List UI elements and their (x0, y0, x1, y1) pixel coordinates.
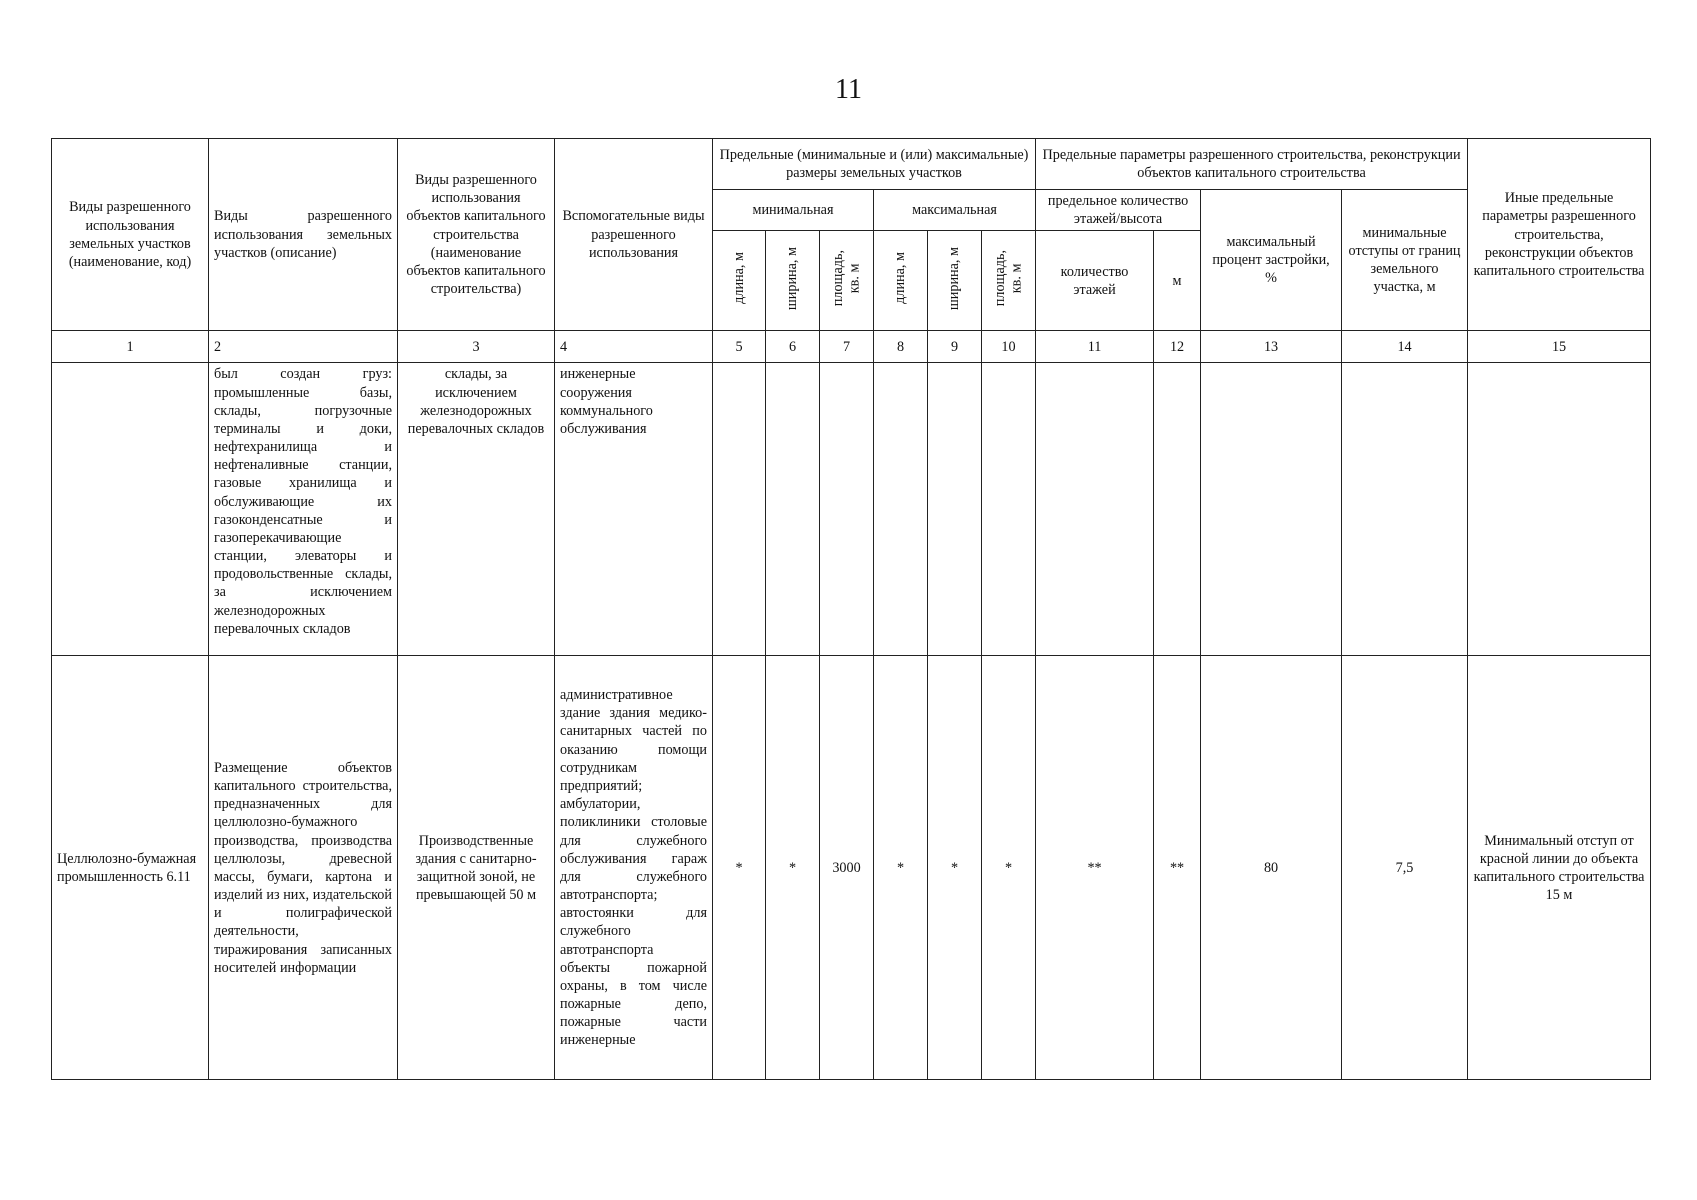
column-number: 5 (713, 331, 766, 363)
capital-construction-cell: склады, за исключением железнодорожных перевалочных складов (398, 363, 555, 656)
land-use-regulations-table (51, 138, 1651, 1080)
min-width-cell (766, 363, 820, 656)
max-area-cell (982, 363, 1036, 656)
column-number: 10 (982, 331, 1036, 363)
min-width-cell: * (766, 656, 820, 1080)
table-row (52, 363, 1651, 656)
column-number: 1 (52, 331, 209, 363)
table-row (52, 656, 1651, 1080)
column-number: 3 (398, 331, 555, 363)
header-maximal: максимальная (874, 190, 1036, 231)
header-max-area: площадь, кв. м (992, 250, 1025, 307)
max-length-cell (874, 363, 928, 656)
header-capital-construction-types: Виды разрешенного использования объектов капитального строительства (наименование объектов капитального строительства) (398, 139, 555, 331)
min-length-cell (713, 363, 766, 656)
column-number: 13 (1201, 331, 1342, 363)
header-row-1 (52, 139, 1651, 190)
header-auxiliary-uses: Вспомогательные виды разрешенного использования (555, 139, 713, 331)
header-land-use-name: Виды разрешенного использования земельных участков (наименование, код) (52, 139, 209, 331)
max-area-cell: * (982, 656, 1036, 1080)
land-use-description-cell: был создан груз: промышленные базы, склады, погрузочные терминалы и доки, нефтехранилища и нефтеналивные станции, газовые хранилища и обслуживающие их газоконденсатные и газоперекачивающие станции, элеваторы и продовольственные склады, за исключением железнодорожных перевалочных складов (209, 363, 398, 656)
land-use-name-cell (52, 363, 209, 656)
max-building-percent-cell (1201, 363, 1342, 656)
column-number: 8 (874, 331, 928, 363)
column-number: 15 (1468, 331, 1651, 363)
min-setbacks-cell: 7,5 (1342, 656, 1468, 1080)
header-min-area: площадь, кв. м (830, 250, 863, 307)
floors-count-cell (1036, 363, 1154, 656)
column-number: 12 (1154, 331, 1201, 363)
column-number: 11 (1036, 331, 1154, 363)
other-parameters-cell (1468, 363, 1651, 656)
header-max-building-percent: максимальный процент застройки, % (1201, 190, 1342, 331)
column-number: 4 (555, 331, 713, 363)
header-min-width: ширина, м (784, 246, 801, 310)
column-number: 6 (766, 331, 820, 363)
capital-construction-cell: Производственные здания с санитарно-защитной зоной, не превышающей 50 м (398, 656, 555, 1080)
column-number: 7 (820, 331, 874, 363)
max-length-cell: * (874, 656, 928, 1080)
column-number: 9 (928, 331, 982, 363)
header-min-setbacks: минимальные отступы от границ земельного участка, м (1342, 190, 1468, 331)
max-width-cell (928, 363, 982, 656)
header-floors-count: количество этажей (1036, 231, 1154, 331)
header-min-length: длина, м (730, 252, 747, 305)
header-minimal: минимальная (713, 190, 874, 231)
other-parameters-cell: Минимальный отступ от красной линии до объекта капитального строительства 15 м (1468, 656, 1651, 1080)
max-building-percent-cell: 80 (1201, 656, 1342, 1080)
min-length-cell: * (713, 656, 766, 1080)
header-other-parameters: Иные предельные параметры разрешенного строительства, реконструкции объектов капитального строительства (1468, 139, 1651, 331)
max-width-cell: * (928, 656, 982, 1080)
header-construction-parameters: Предельные параметры разрешенного строительства, реконструкции объектов капитального строительства (1036, 139, 1468, 190)
auxiliary-uses-cell: инженерные сооружения коммунального обслуживания (555, 363, 713, 656)
column-number: 14 (1342, 331, 1468, 363)
header-land-use-description: Виды разрешенного использования земельных участков (описание) (209, 139, 398, 331)
height-meters-cell: ** (1154, 656, 1201, 1080)
auxiliary-uses-cell: административное здание здания медико-санитарных частей по оказанию помощи сотрудникам предприятий; амбулатории, поликлиники столовые для служебного обслуживания гараж для служебного автотранспорта; автостоянки для служебного автотранспорта объекты пожарной охраны, в том числе пожарные депо, пожарные части инженерные (555, 656, 713, 1080)
header-max-length: длина, м (892, 252, 909, 305)
header-max-width: ширина, м (946, 246, 963, 310)
height-meters-cell (1154, 363, 1201, 656)
min-area-cell: 3000 (820, 656, 874, 1080)
land-use-name-cell: Целлюлозно-бумажная промышленность 6.11 (52, 656, 209, 1080)
column-number: 2 (209, 331, 398, 363)
header-plot-size-limits: Предельные (минимальные и (или) максимальные) размеры земельных участков (713, 139, 1036, 190)
land-use-description-cell: Размещение объектов капитального строительства, предназначенных для целлюлозно-бумажного производства, производства целлюлозы, древесной массы, бумаги, картона и изделий из них, издательской и полиграфической деятельности, тиражирования записанных носителей информации (209, 656, 398, 1080)
page-number: 11 (835, 74, 862, 105)
header-floors-height: предельное количество этажей/высота (1036, 190, 1201, 231)
min-setbacks-cell (1342, 363, 1468, 656)
min-area-cell (820, 363, 874, 656)
floors-count-cell: ** (1036, 656, 1154, 1080)
header-height-meters: м (1154, 231, 1201, 331)
column-number-row (52, 331, 1651, 363)
